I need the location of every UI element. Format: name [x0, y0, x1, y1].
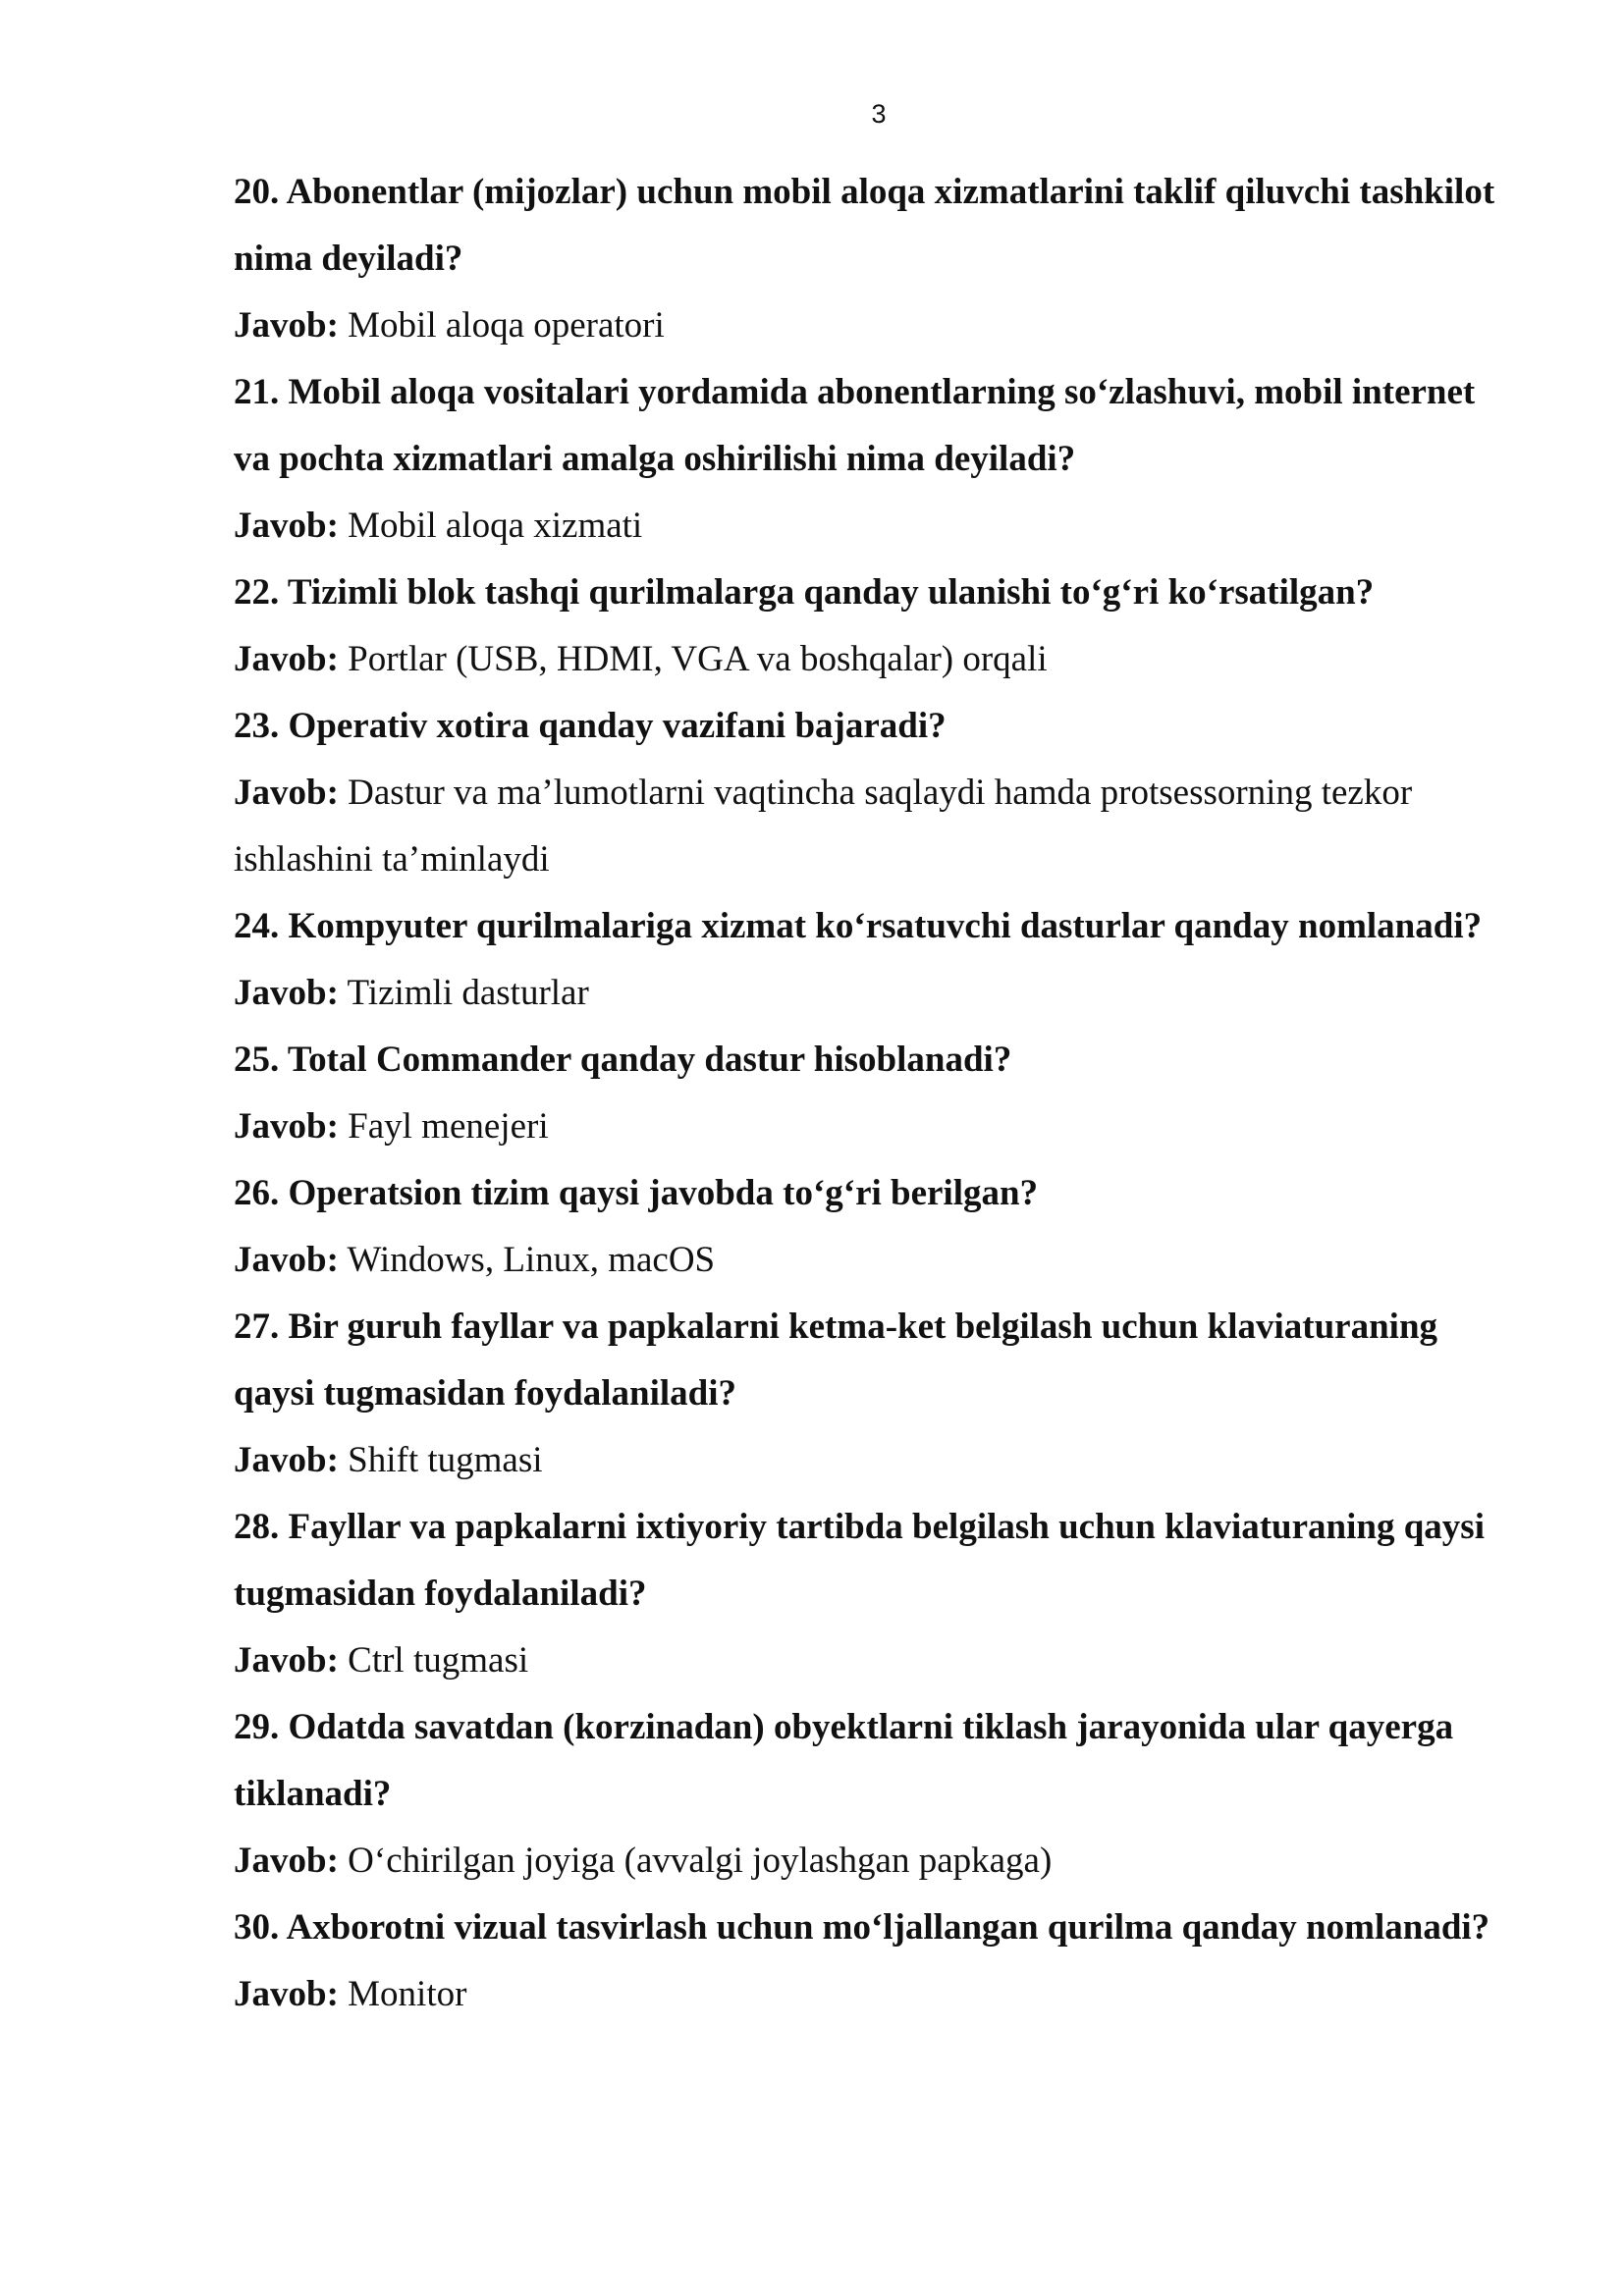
answer-label: Javob: — [234, 305, 339, 346]
question-23: 23. Operativ xotira qanday vazifani bajaradi? — [234, 706, 947, 746]
answer-text: Dastur va ma’lumotlarni vaqtincha saqlaydi hamda protsessorning tezkor ishlashini ta’minlaydi — [234, 773, 1413, 880]
answer-text: Windows, Linux, macOS — [338, 1240, 716, 1280]
answer-text: Mobil aloqa operatori — [338, 305, 665, 346]
qa-item-30 — [234, 1895, 1520, 2028]
answer-text: Fayl menejeri — [338, 1106, 549, 1147]
qa-item-23 — [234, 693, 1520, 893]
answer-23 — [234, 760, 1520, 893]
answer-label: Javob: — [234, 1640, 339, 1681]
answer-label: Javob: — [234, 506, 339, 546]
answer-label: Javob: — [234, 1106, 339, 1147]
answer-text: Monitor — [338, 1974, 467, 2014]
answer-30 — [234, 1961, 1520, 2028]
answer-27 — [234, 1427, 1520, 1494]
answer-29 — [234, 1828, 1520, 1895]
qa-item-24 — [234, 893, 1520, 1027]
qa-item-22 — [234, 560, 1520, 693]
answer-25 — [234, 1094, 1520, 1160]
question-27: 27. Bir guruh fayllar va papkalarni ketma-ket belgilash uchun klaviaturaning qaysi tugmasidan foydalaniladi? — [234, 1307, 1438, 1414]
qa-item-26 — [234, 1160, 1520, 1294]
question-29: 29. Odatda savatdan (korzinadan) obyektlarni tiklash jarayonida ular qayerga tiklanadi? — [234, 1707, 1454, 1814]
answer-24 — [234, 960, 1520, 1027]
answer-label: Javob: — [234, 773, 339, 813]
question-list — [234, 159, 1520, 2028]
qa-item-27 — [234, 1294, 1520, 1494]
answer-label: Javob: — [234, 1841, 339, 1881]
answer-text: Tizimli dasturlar — [338, 973, 589, 1013]
qa-item-20 — [234, 159, 1520, 359]
answer-text: Mobil aloqa xizmati — [338, 506, 643, 546]
answer-label: Javob: — [234, 973, 339, 1013]
answer-21 — [234, 493, 1520, 560]
answer-28 — [234, 1628, 1520, 1694]
answer-label: Javob: — [234, 1974, 339, 2014]
answer-text: O‘chirilgan joyiga (avvalgi joylashgan papkaga) — [338, 1841, 1053, 1881]
question-20: 20. Abonentlar (mijozlar) uchun mobil aloqa xizmatlarini taklif qiluvchi tashkilot nima deyiladi? — [234, 172, 1495, 279]
question-21: 21. Mobil aloqa vositalari yordamida abonentlarning so‘zlashuvi, mobil internet va pochta xizmatlari amalga oshirilishi nima deyiladi? — [234, 372, 1476, 479]
answer-26 — [234, 1227, 1520, 1294]
question-28: 28. Fayllar va papkalarni ixtiyoriy tartibda belgilash uchun klaviaturaning qaysi tugmasidan foydalaniladi? — [234, 1507, 1485, 1614]
qa-item-21 — [234, 359, 1520, 560]
answer-22 — [234, 626, 1520, 693]
answer-text: Shift tugmasi — [338, 1440, 543, 1480]
question-25: 25. Total Commander qanday dastur hisoblanadi? — [234, 1040, 1012, 1080]
answer-text: Ctrl tugmasi — [338, 1640, 529, 1681]
answer-label: Javob: — [234, 1440, 339, 1480]
answer-label: Javob: — [234, 1240, 339, 1280]
question-24: 24. Kompyuter qurilmalariga xizmat ko‘rsatuvchi dasturlar qanday nomlanadi? — [234, 906, 1483, 946]
page-number: 3 — [871, 99, 887, 129]
question-26: 26. Operatsion tizim qaysi javobda to‘g‘ri berilgan? — [234, 1173, 1039, 1213]
qa-item-25 — [234, 1027, 1520, 1160]
answer-20 — [234, 293, 1520, 359]
qa-item-29 — [234, 1694, 1520, 1895]
qa-item-28 — [234, 1494, 1520, 1694]
answer-label: Javob: — [234, 639, 339, 679]
question-30: 30. Axborotni vizual tasvirlash uchun mo‘ljallangan qurilma qanday nomlanadi? — [234, 1907, 1490, 1948]
answer-text: Portlar (USB, HDMI, VGA va boshqalar) orqali — [338, 639, 1048, 679]
question-22: 22. Tizimli blok tashqi qurilmalarga qanday ulanishi to‘g‘ri ko‘rsatilgan? — [234, 572, 1375, 613]
